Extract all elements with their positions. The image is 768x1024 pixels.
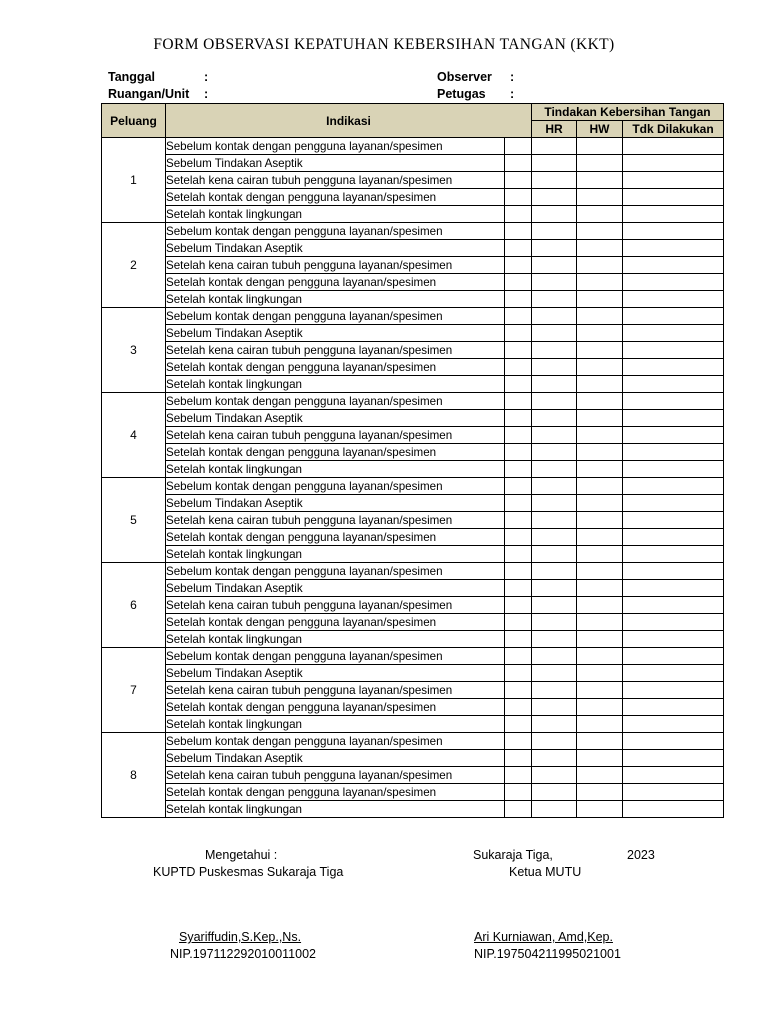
tdk-dilakukan-cell[interactable]: [623, 512, 724, 529]
hr-cell[interactable]: [532, 512, 577, 529]
ruangan-label: Ruangan/Unit: [108, 87, 190, 101]
tdk-dilakukan-cell[interactable]: [623, 274, 724, 291]
indikasi-cell: Sebelum Tindakan Aseptik: [166, 325, 505, 342]
tdk-dilakukan-cell[interactable]: [623, 257, 724, 274]
table-row: [102, 291, 724, 308]
blank-cell[interactable]: [505, 325, 532, 342]
blank-cell[interactable]: [505, 512, 532, 529]
table-row: [102, 461, 724, 478]
table-row: [102, 631, 724, 648]
indikasi-cell: Sebelum Tindakan Aseptik: [166, 410, 505, 427]
hr-cell[interactable]: [532, 257, 577, 274]
header-tindakan: Tindakan Kebersihan Tangan: [532, 104, 724, 121]
table-row: [102, 699, 724, 716]
table-row: [102, 665, 724, 682]
observation-table: [101, 103, 724, 818]
indikasi-cell: Setelah kena cairan tubuh pengguna layanan/spesimen: [166, 257, 505, 274]
year-label: 2023: [627, 848, 655, 862]
tdk-dilakukan-cell[interactable]: [623, 138, 724, 155]
table-row: [102, 512, 724, 529]
hw-cell[interactable]: [577, 546, 623, 563]
tdk-dilakukan-cell[interactable]: [623, 631, 724, 648]
hr-cell[interactable]: [532, 461, 577, 478]
hw-cell[interactable]: [577, 240, 623, 257]
hr-cell[interactable]: [532, 750, 577, 767]
hw-cell[interactable]: [577, 376, 623, 393]
blank-cell[interactable]: [505, 427, 532, 444]
table-row: [102, 444, 724, 461]
indikasi-cell: Sebelum kontak dengan pengguna layanan/spesimen: [166, 563, 505, 580]
hr-cell[interactable]: [532, 325, 577, 342]
hw-cell[interactable]: [577, 784, 623, 801]
tdk-dilakukan-cell[interactable]: [623, 155, 724, 172]
hr-cell[interactable]: [532, 665, 577, 682]
indikasi-cell: Sebelum Tindakan Aseptik: [166, 750, 505, 767]
hw-cell[interactable]: [577, 427, 623, 444]
blank-cell[interactable]: [505, 529, 532, 546]
table-row: [102, 767, 724, 784]
hw-cell[interactable]: [577, 716, 623, 733]
indikasi-cell: Setelah kontak lingkungan: [166, 546, 505, 563]
tdk-dilakukan-cell[interactable]: [623, 393, 724, 410]
hw-cell[interactable]: [577, 359, 623, 376]
indikasi-cell: Sebelum kontak dengan pengguna layanan/spesimen: [166, 733, 505, 750]
hw-cell[interactable]: [577, 750, 623, 767]
hr-cell[interactable]: [532, 546, 577, 563]
table-row: [102, 342, 724, 359]
blank-cell[interactable]: [505, 733, 532, 750]
tdk-dilakukan-cell[interactable]: [623, 699, 724, 716]
hw-cell[interactable]: [577, 597, 623, 614]
blank-cell[interactable]: [505, 257, 532, 274]
hw-cell[interactable]: [577, 189, 623, 206]
hr-cell[interactable]: [532, 342, 577, 359]
hr-cell[interactable]: [532, 784, 577, 801]
hr-cell[interactable]: [532, 240, 577, 257]
blank-cell[interactable]: [505, 750, 532, 767]
hw-cell[interactable]: [577, 138, 623, 155]
hr-cell[interactable]: [532, 597, 577, 614]
blank-cell[interactable]: [505, 767, 532, 784]
hw-cell[interactable]: [577, 206, 623, 223]
hr-cell[interactable]: [532, 376, 577, 393]
tdk-dilakukan-cell[interactable]: [623, 189, 724, 206]
peluang-cell: 2: [102, 223, 166, 308]
kuptd-label: KUPTD Puskesmas Sukaraja Tiga: [153, 865, 344, 879]
tdk-dilakukan-cell[interactable]: [623, 750, 724, 767]
indikasi-cell: Sebelum Tindakan Aseptik: [166, 240, 505, 257]
peluang-cell: 3: [102, 308, 166, 393]
hw-cell[interactable]: [577, 155, 623, 172]
hw-cell[interactable]: [577, 410, 623, 427]
tdk-dilakukan-cell[interactable]: [623, 478, 724, 495]
left-signatory-name: Syariffudin,S.Kep.,Ns.: [179, 930, 302, 944]
hr-cell[interactable]: [532, 478, 577, 495]
table-row: [102, 172, 724, 189]
tanggal-label: Tanggal: [108, 70, 155, 84]
tdk-dilakukan-cell[interactable]: [623, 325, 724, 342]
hw-cell[interactable]: [577, 733, 623, 750]
tdk-dilakukan-cell[interactable]: [623, 359, 724, 376]
peluang-cell: 8: [102, 733, 166, 818]
blank-cell[interactable]: [505, 495, 532, 512]
indikasi-cell: Setelah kena cairan tubuh pengguna layanan/spesimen: [166, 682, 505, 699]
blank-cell[interactable]: [505, 784, 532, 801]
blank-cell[interactable]: [505, 614, 532, 631]
blank-cell[interactable]: [505, 461, 532, 478]
table-row: [102, 580, 724, 597]
indikasi-cell: Setelah kena cairan tubuh pengguna layanan/spesimen: [166, 767, 505, 784]
table-row: [102, 359, 724, 376]
blank-cell[interactable]: [505, 801, 532, 818]
indikasi-cell: Setelah kontak dengan pengguna layanan/spesimen: [166, 189, 505, 206]
blank-cell[interactable]: [505, 444, 532, 461]
tdk-dilakukan-cell[interactable]: [623, 342, 724, 359]
tdk-dilakukan-cell[interactable]: [623, 444, 724, 461]
blank-cell[interactable]: [505, 546, 532, 563]
hw-cell[interactable]: [577, 172, 623, 189]
tdk-dilakukan-cell[interactable]: [623, 495, 724, 512]
right-signatory-name: Ari Kurniawan, Amd,Kep.: [474, 930, 613, 944]
ketua-mutu-label: Ketua MUTU: [509, 865, 582, 879]
hw-cell[interactable]: [577, 699, 623, 716]
blank-cell[interactable]: [505, 223, 532, 240]
tdk-dilakukan-cell[interactable]: [623, 597, 724, 614]
blank-cell[interactable]: [505, 393, 532, 410]
table-row: [102, 546, 724, 563]
hr-cell[interactable]: [532, 393, 577, 410]
tdk-dilakukan-cell[interactable]: [623, 546, 724, 563]
tdk-dilakukan-cell[interactable]: [623, 682, 724, 699]
hr-cell[interactable]: [532, 223, 577, 240]
table-row: [102, 155, 724, 172]
blank-cell[interactable]: [505, 206, 532, 223]
peluang-cell: 5: [102, 478, 166, 563]
table-row: [102, 529, 724, 546]
table-row: [102, 325, 724, 342]
indikasi-cell: Sebelum kontak dengan pengguna layanan/spesimen: [166, 223, 505, 240]
hw-cell[interactable]: [577, 478, 623, 495]
hw-cell[interactable]: [577, 563, 623, 580]
table-row: [102, 495, 724, 512]
tdk-dilakukan-cell[interactable]: [623, 665, 724, 682]
table-row: [102, 138, 724, 155]
tdk-dilakukan-cell[interactable]: [623, 427, 724, 444]
form-title: FORM OBSERVASI KEPATUHAN KEBERSIHAN TANGAN (KKT): [153, 36, 615, 53]
table-row: [102, 223, 724, 240]
hw-cell[interactable]: [577, 291, 623, 308]
tdk-dilakukan-cell[interactable]: [623, 172, 724, 189]
header-tdk-dilakukan: Tdk Dilakukan: [623, 121, 724, 138]
hw-cell[interactable]: [577, 648, 623, 665]
hw-cell[interactable]: [577, 461, 623, 478]
tdk-dilakukan-cell[interactable]: [623, 240, 724, 257]
ruangan-colon: :: [204, 87, 209, 101]
indikasi-cell: Sebelum Tindakan Aseptik: [166, 580, 505, 597]
hr-cell[interactable]: [532, 563, 577, 580]
hr-cell[interactable]: [532, 274, 577, 291]
blank-cell[interactable]: [505, 580, 532, 597]
tdk-dilakukan-cell[interactable]: [623, 291, 724, 308]
hw-cell[interactable]: [577, 325, 623, 342]
table-row: [102, 733, 724, 750]
hr-cell[interactable]: [532, 410, 577, 427]
table-row: [102, 716, 724, 733]
table-row: [102, 597, 724, 614]
hr-cell[interactable]: [532, 801, 577, 818]
petugas-label: Petugas: [437, 87, 486, 101]
blank-cell[interactable]: [505, 410, 532, 427]
indikasi-cell: Sebelum kontak dengan pengguna layanan/spesimen: [166, 308, 505, 325]
tdk-dilakukan-cell[interactable]: [623, 733, 724, 750]
indikasi-cell: Setelah kontak lingkungan: [166, 376, 505, 393]
blank-cell[interactable]: [505, 291, 532, 308]
hr-cell[interactable]: [532, 648, 577, 665]
hr-cell[interactable]: [532, 580, 577, 597]
tdk-dilakukan-cell[interactable]: [623, 580, 724, 597]
table-row: [102, 478, 724, 495]
hw-cell[interactable]: [577, 512, 623, 529]
blank-cell[interactable]: [505, 274, 532, 291]
hw-cell[interactable]: [577, 665, 623, 682]
blank-cell[interactable]: [505, 359, 532, 376]
indikasi-cell: Setelah kontak lingkungan: [166, 291, 505, 308]
table-row: [102, 614, 724, 631]
hr-cell[interactable]: [532, 308, 577, 325]
hr-cell[interactable]: [532, 206, 577, 223]
hr-cell[interactable]: [532, 767, 577, 784]
tanggal-colon: :: [204, 70, 209, 84]
hw-cell[interactable]: [577, 308, 623, 325]
table-row: [102, 427, 724, 444]
tdk-dilakukan-cell[interactable]: [623, 206, 724, 223]
tdk-dilakukan-cell[interactable]: [623, 461, 724, 478]
blank-cell[interactable]: [505, 648, 532, 665]
blank-cell[interactable]: [505, 155, 532, 172]
hr-cell[interactable]: [532, 138, 577, 155]
hr-cell[interactable]: [532, 495, 577, 512]
table-row: [102, 308, 724, 325]
table-row: [102, 784, 724, 801]
tdk-dilakukan-cell[interactable]: [623, 529, 724, 546]
hw-cell[interactable]: [577, 631, 623, 648]
blank-cell[interactable]: [505, 240, 532, 257]
header-peluang: Peluang: [102, 104, 166, 138]
peluang-cell: 1: [102, 138, 166, 223]
hw-cell[interactable]: [577, 682, 623, 699]
header-hw: HW: [577, 121, 623, 138]
hr-cell[interactable]: [532, 699, 577, 716]
indikasi-cell: Setelah kontak dengan pengguna layanan/spesimen: [166, 274, 505, 291]
hw-cell[interactable]: [577, 444, 623, 461]
tdk-dilakukan-cell[interactable]: [623, 648, 724, 665]
blank-cell[interactable]: [505, 308, 532, 325]
indikasi-cell: Setelah kena cairan tubuh pengguna layanan/spesimen: [166, 427, 505, 444]
indikasi-cell: Setelah kontak lingkungan: [166, 461, 505, 478]
tdk-dilakukan-cell[interactable]: [623, 308, 724, 325]
hr-cell[interactable]: [532, 614, 577, 631]
hr-cell[interactable]: [532, 733, 577, 750]
indikasi-cell: Setelah kontak dengan pengguna layanan/spesimen: [166, 614, 505, 631]
hw-cell[interactable]: [577, 495, 623, 512]
hw-cell[interactable]: [577, 801, 623, 818]
hr-cell[interactable]: [532, 291, 577, 308]
indikasi-cell: Sebelum Tindakan Aseptik: [166, 495, 505, 512]
hw-cell[interactable]: [577, 580, 623, 597]
tdk-dilakukan-cell[interactable]: [623, 410, 724, 427]
hw-cell[interactable]: [577, 529, 623, 546]
tdk-dilakukan-cell[interactable]: [623, 376, 724, 393]
place-label: Sukaraja Tiga,: [473, 848, 553, 862]
hr-cell[interactable]: [532, 189, 577, 206]
blank-cell[interactable]: [505, 716, 532, 733]
table-row: [102, 393, 724, 410]
table-row: [102, 376, 724, 393]
peluang-cell: 6: [102, 563, 166, 648]
blank-cell[interactable]: [505, 189, 532, 206]
observer-label: Observer: [437, 70, 492, 84]
hr-cell[interactable]: [532, 444, 577, 461]
table-row: [102, 206, 724, 223]
table-row: [102, 682, 724, 699]
table-row: [102, 189, 724, 206]
blank-cell[interactable]: [505, 342, 532, 359]
tdk-dilakukan-cell[interactable]: [623, 767, 724, 784]
mengetahui-label: Mengetahui :: [205, 848, 278, 862]
hr-cell[interactable]: [532, 172, 577, 189]
hw-cell[interactable]: [577, 257, 623, 274]
tdk-dilakukan-cell[interactable]: [623, 716, 724, 733]
table-row: [102, 648, 724, 665]
blank-cell[interactable]: [505, 478, 532, 495]
hr-cell[interactable]: [532, 682, 577, 699]
blank-cell[interactable]: [505, 699, 532, 716]
indikasi-cell: Setelah kontak dengan pengguna layanan/spesimen: [166, 359, 505, 376]
hr-cell[interactable]: [532, 427, 577, 444]
observer-colon: :: [510, 70, 515, 84]
blank-cell[interactable]: [505, 376, 532, 393]
petugas-colon: :: [510, 87, 515, 101]
table-row: [102, 410, 724, 427]
hr-cell[interactable]: [532, 631, 577, 648]
indikasi-cell: Setelah kontak dengan pengguna layanan/spesimen: [166, 444, 505, 461]
tdk-dilakukan-cell[interactable]: [623, 223, 724, 240]
indikasi-cell: Sebelum kontak dengan pengguna layanan/spesimen: [166, 393, 505, 410]
indikasi-cell: Setelah kena cairan tubuh pengguna layanan/spesimen: [166, 512, 505, 529]
hr-cell[interactable]: [532, 359, 577, 376]
indikasi-cell: Setelah kontak lingkungan: [166, 206, 505, 223]
hw-cell[interactable]: [577, 767, 623, 784]
indikasi-cell: Setelah kena cairan tubuh pengguna layanan/spesimen: [166, 342, 505, 359]
blank-cell[interactable]: [505, 172, 532, 189]
indikasi-cell: Sebelum kontak dengan pengguna layanan/spesimen: [166, 138, 505, 155]
tdk-dilakukan-cell[interactable]: [623, 563, 724, 580]
left-signatory-nip: NIP.197112292010011002: [170, 947, 316, 961]
hw-cell[interactable]: [577, 614, 623, 631]
blank-cell[interactable]: [505, 631, 532, 648]
hw-cell[interactable]: [577, 223, 623, 240]
table-row: [102, 750, 724, 767]
indikasi-cell: Setelah kena cairan tubuh pengguna layanan/spesimen: [166, 172, 505, 189]
table-row: [102, 274, 724, 291]
hr-cell[interactable]: [532, 716, 577, 733]
hw-cell[interactable]: [577, 342, 623, 359]
peluang-cell: 4: [102, 393, 166, 478]
indikasi-cell: Sebelum Tindakan Aseptik: [166, 155, 505, 172]
indikasi-cell: Setelah kontak lingkungan: [166, 631, 505, 648]
header-indikasi: Indikasi: [166, 104, 532, 138]
hr-cell[interactable]: [532, 155, 577, 172]
blank-cell[interactable]: [505, 682, 532, 699]
indikasi-cell: Setelah kontak lingkungan: [166, 801, 505, 818]
tdk-dilakukan-cell[interactable]: [623, 614, 724, 631]
hr-cell[interactable]: [532, 529, 577, 546]
blank-cell[interactable]: [505, 597, 532, 614]
hw-cell[interactable]: [577, 274, 623, 291]
tdk-dilakukan-cell[interactable]: [623, 801, 724, 818]
tdk-dilakukan-cell[interactable]: [623, 784, 724, 801]
indikasi-cell: Setelah kontak dengan pengguna layanan/spesimen: [166, 699, 505, 716]
indikasi-cell: Sebelum kontak dengan pengguna layanan/spesimen: [166, 648, 505, 665]
table-row: [102, 257, 724, 274]
indikasi-cell: Setelah kontak dengan pengguna layanan/spesimen: [166, 529, 505, 546]
indikasi-cell: Setelah kena cairan tubuh pengguna layanan/spesimen: [166, 597, 505, 614]
peluang-cell: 7: [102, 648, 166, 733]
table-body: [102, 138, 724, 818]
indikasi-cell: Setelah kontak lingkungan: [166, 716, 505, 733]
table-row: [102, 801, 724, 818]
indikasi-cell: Sebelum kontak dengan pengguna layanan/spesimen: [166, 478, 505, 495]
indikasi-cell: Sebelum Tindakan Aseptik: [166, 665, 505, 682]
header-hr: HR: [532, 121, 577, 138]
blank-cell[interactable]: [505, 665, 532, 682]
blank-cell[interactable]: [505, 138, 532, 155]
table-row: [102, 563, 724, 580]
indikasi-cell: Setelah kontak dengan pengguna layanan/spesimen: [166, 784, 505, 801]
blank-cell[interactable]: [505, 563, 532, 580]
table-row: [102, 240, 724, 257]
right-signatory-nip: NIP.197504211995021001: [474, 947, 621, 961]
hw-cell[interactable]: [577, 393, 623, 410]
